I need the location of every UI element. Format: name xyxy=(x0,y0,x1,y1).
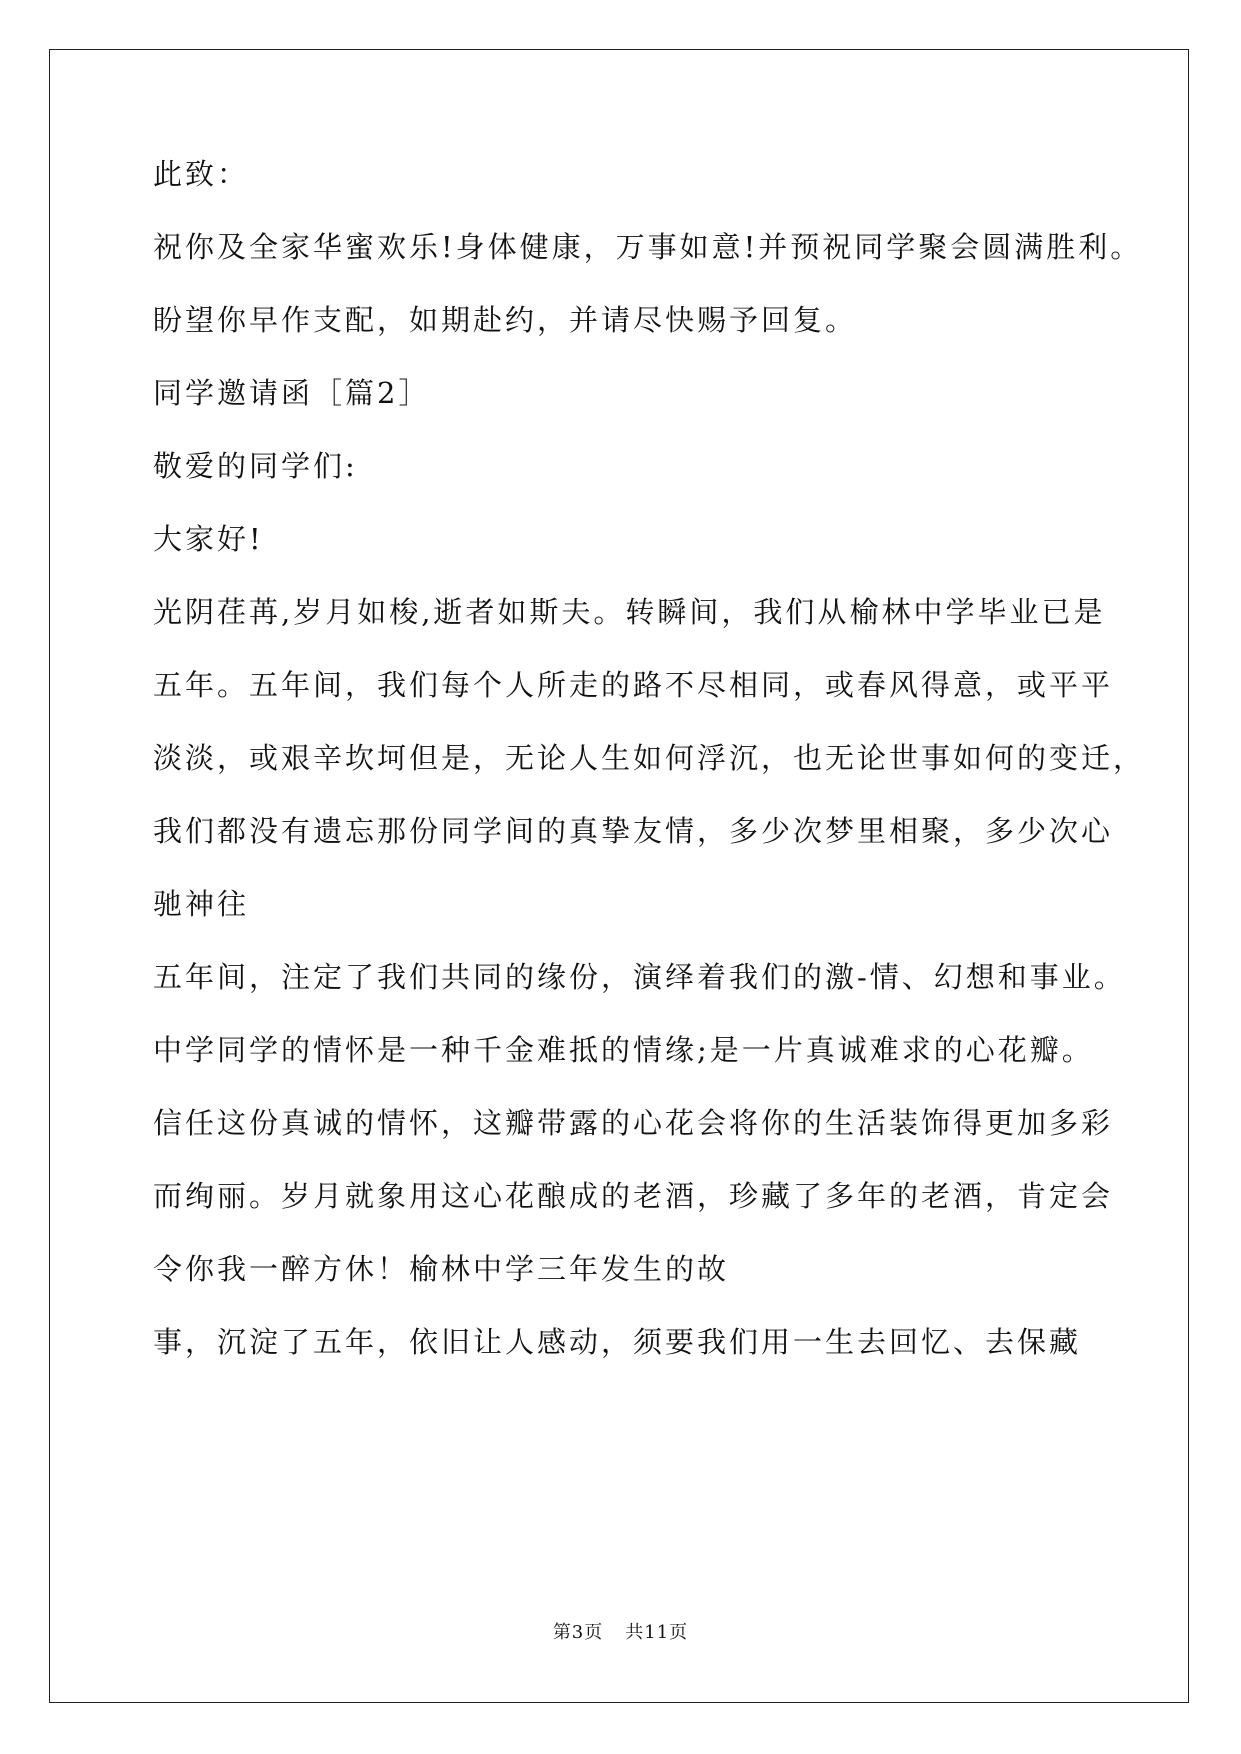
text-line: 中学同学的情怀是一种千金难抵的情缘;是一片真诚难求的心花瓣。 xyxy=(153,1033,1094,1067)
text-line: 驰神往 xyxy=(153,887,250,921)
page-number-total: 共11页 xyxy=(625,1622,689,1643)
text-line: 大家好! xyxy=(153,522,264,556)
text-line: 光阴荏苒,岁月如梭,逝者如斯夫。转瞬间，我们从榆林中学毕业已是 xyxy=(153,595,1106,629)
text-line: 五年。五年间，我们每个人所走的路不尽相同，或春风得意，或平平 xyxy=(153,668,1114,702)
text-line: 淡淡，或艰辛坎坷但是，无论人生如何浮沉，也无论世事如何的变迁， xyxy=(153,741,1146,775)
page-border xyxy=(49,49,1189,1703)
greeting: 敬爱的同学们: xyxy=(153,449,358,483)
text-line: 五年间，注定了我们共同的缘份，演绎着我们的激-情、幻想和事业。 xyxy=(153,960,1126,994)
closing-salutation: 此致： xyxy=(153,157,250,191)
page-number-current: 第3页 xyxy=(552,1622,604,1643)
page-footer xyxy=(0,1618,1241,1644)
text-line: 信任这份真诚的情怀，这瓣带露的心花会将你的生活装饰得更加多彩 xyxy=(153,1106,1114,1140)
text-line: 祝你及全家华蜜欢乐!身体健康，万事如意!并预祝同学聚会圆满胜利。 xyxy=(153,230,1143,264)
text-line: 事，沉淀了五年，依旧让人感动，须要我们用一生去回忆、去保藏 xyxy=(153,1325,1082,1359)
section-heading: 同学邀请函［篇2］ xyxy=(153,376,431,410)
text-line: 盼望你早作支配，如期赴约，并请尽快赐予回复。 xyxy=(153,303,858,337)
text-line: 我们都没有遗忘那份同学间的真挚友情，多少次梦里相聚，多少次心 xyxy=(153,814,1114,848)
text-line: 而绚丽。岁月就象用这心花酿成的老酒，珍藏了多年的老酒，肯定会 xyxy=(153,1179,1114,1213)
text-line: 令你我一醉方休！榆林中学三年发生的故 xyxy=(153,1252,730,1286)
